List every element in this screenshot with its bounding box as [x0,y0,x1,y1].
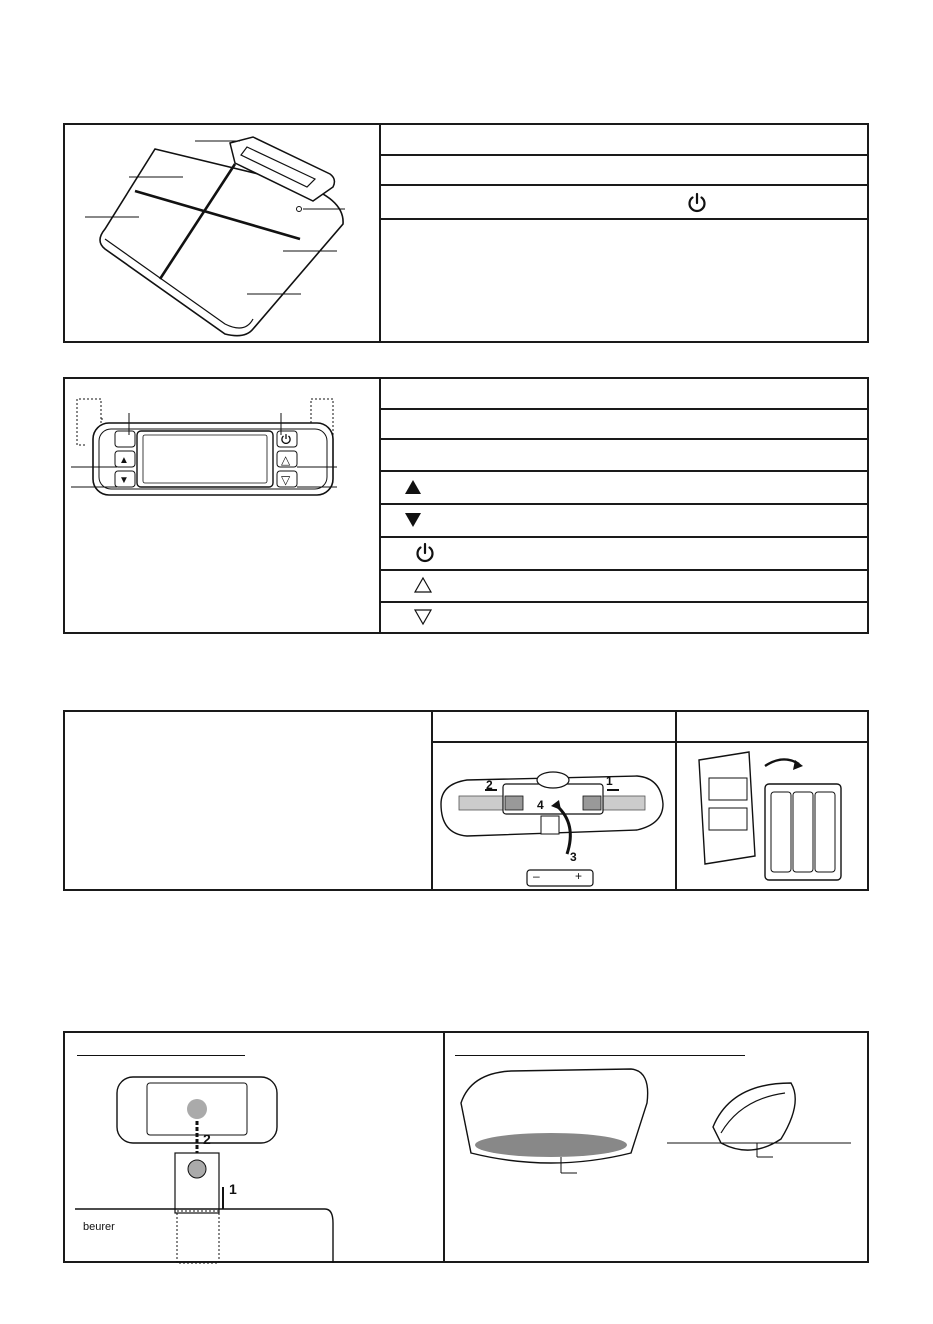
power-icon [414,542,436,564]
table-divider [379,125,381,341]
battery-compartment-illustration [437,744,667,894]
outline-down-triangle-icon [414,609,432,625]
display-down-filled: ▼ [119,475,129,486]
step-number: 2 [203,1131,211,1147]
battery-holder-illustration [685,748,865,888]
battery-plus-sign: + [575,869,583,883]
table-divider [379,379,381,632]
display-power-icon [280,433,292,445]
power-icon [686,192,708,214]
filled-down-triangle-icon [404,512,422,528]
row-line [379,154,867,156]
row-line [379,536,867,538]
row-line [379,601,867,603]
display-up-filled: ▲ [119,455,129,466]
display-mounting-illustration [75,1063,375,1263]
display-up-outline: △ [281,453,291,467]
row-line [431,741,867,743]
battery-minus-sign: – [533,869,540,883]
step-number: 4 [537,798,544,812]
step-number: 2 [486,778,493,792]
row-line [379,408,867,410]
step-number: 1 [229,1181,237,1197]
row-line [379,470,867,472]
filled-up-triangle-icon [404,479,422,495]
row-line [379,503,867,505]
row-line [379,218,867,220]
table-divider [431,712,433,889]
underside-illustration [451,1063,861,1203]
caption-underline [77,1055,245,1056]
table-divider [675,712,677,889]
scale-illustration [75,129,375,339]
battery-table [63,710,869,891]
step-number: 1 [606,774,613,788]
display-down-outline: ▽ [281,473,291,487]
table-divider [443,1033,445,1261]
step-number: 3 [570,850,577,864]
scale-overview-table [63,123,869,343]
row-line [379,569,867,571]
display-buttons-table [63,377,869,634]
logo-text: beurer [83,1221,115,1233]
row-line [379,184,867,186]
mounting-table [63,1031,869,1263]
outline-up-triangle-icon [414,577,432,593]
caption-underline [455,1055,745,1056]
display-illustration [71,395,371,515]
row-line [379,438,867,440]
